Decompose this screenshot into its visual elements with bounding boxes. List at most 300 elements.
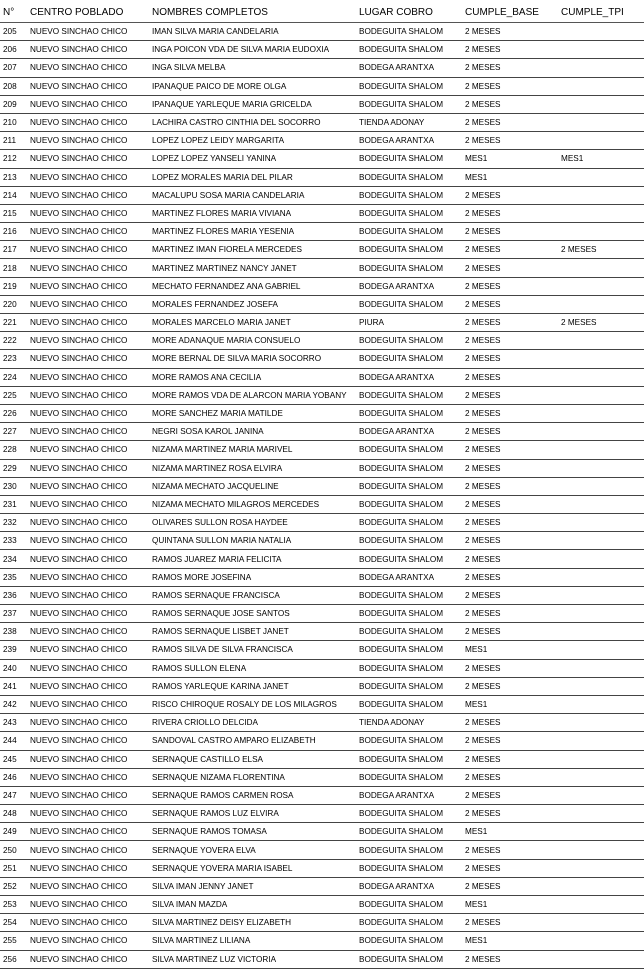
cell-number: 229 [0, 459, 30, 477]
cell-centro-poblado: NUEVO SINCHAO CHICO [30, 386, 152, 404]
cell-lugar-cobro: BODEGA ARANTXA [359, 277, 465, 295]
cell-nombre: MECHATO FERNANDEZ ANA GABRIEL [152, 277, 359, 295]
table-row [0, 332, 644, 350]
cell-cumple-tpi [561, 295, 644, 313]
cell-centro-poblado: NUEVO SINCHAO CHICO [30, 132, 152, 150]
cell-nombre: MARTINEZ FLORES MARIA YESENIA [152, 223, 359, 241]
cell-cumple-base: 2 MESES [465, 368, 561, 386]
cell-nombre: RAMOS SERNAQUE LISBET JANET [152, 623, 359, 641]
cell-cumple-tpi [561, 568, 644, 586]
cell-cumple-base: 2 MESES [465, 386, 561, 404]
cell-lugar-cobro: BODEGUITA SHALOM [359, 514, 465, 532]
cell-nombre: SILVA IMAN MAZDA [152, 896, 359, 914]
table-row [0, 59, 644, 77]
cell-lugar-cobro: BODEGUITA SHALOM [359, 350, 465, 368]
cell-number: 254 [0, 914, 30, 932]
table-row [0, 623, 644, 641]
cell-lugar-cobro: BODEGUITA SHALOM [359, 677, 465, 695]
cell-number: 212 [0, 150, 30, 168]
cell-centro-poblado: NUEVO SINCHAO CHICO [30, 677, 152, 695]
cell-nombre: RAMOS SILVA DE SILVA FRANCISCA [152, 641, 359, 659]
cell-cumple-tpi [561, 732, 644, 750]
cell-lugar-cobro: BODEGUITA SHALOM [359, 204, 465, 222]
cell-lugar-cobro: TIENDA ADONAY [359, 714, 465, 732]
cell-cumple-base: 2 MESES [465, 404, 561, 422]
cell-number: 221 [0, 314, 30, 332]
cell-cumple-tpi [561, 350, 644, 368]
cell-lugar-cobro: BODEGUITA SHALOM [359, 750, 465, 768]
cell-lugar-cobro: BODEGUITA SHALOM [359, 41, 465, 59]
cell-lugar-cobro: BODEGUITA SHALOM [359, 332, 465, 350]
cell-lugar-cobro: BODEGUITA SHALOM [359, 150, 465, 168]
cell-lugar-cobro: BODEGA ARANTXA [359, 59, 465, 77]
cell-nombre: INGA POICON VDA DE SILVA MARIA EUDOXIA [152, 41, 359, 59]
cell-centro-poblado: NUEVO SINCHAO CHICO [30, 477, 152, 495]
table-row [0, 386, 644, 404]
table-row [0, 186, 644, 204]
cell-centro-poblado: NUEVO SINCHAO CHICO [30, 23, 152, 41]
cell-cumple-base: 2 MESES [465, 132, 561, 150]
cell-lugar-cobro: BODEGUITA SHALOM [359, 441, 465, 459]
table-row [0, 914, 644, 932]
cell-centro-poblado: NUEVO SINCHAO CHICO [30, 368, 152, 386]
cell-nombre: MORALES MARCELO MARIA JANET [152, 314, 359, 332]
cell-nombre: RAMOS MORE JOSEFINA [152, 568, 359, 586]
cell-lugar-cobro: BODEGA ARANTXA [359, 786, 465, 804]
cell-cumple-tpi [561, 132, 644, 150]
cell-lugar-cobro: BODEGUITA SHALOM [359, 623, 465, 641]
cell-cumple-tpi [561, 695, 644, 713]
cell-nombre: MARTINEZ IMAN FIORELA MERCEDES [152, 241, 359, 259]
table-row [0, 550, 644, 568]
table-row [0, 314, 644, 332]
cell-nombre: NIZAMA MARTINEZ ROSA ELVIRA [152, 459, 359, 477]
cell-number: 211 [0, 132, 30, 150]
table-row [0, 223, 644, 241]
cell-centro-poblado: NUEVO SINCHAO CHICO [30, 805, 152, 823]
cell-number: 234 [0, 550, 30, 568]
cell-nombre: NIZAMA MECHATO JACQUELINE [152, 477, 359, 495]
cell-nombre: SILVA MARTINEZ LILIANA [152, 932, 359, 950]
cell-centro-poblado: NUEVO SINCHAO CHICO [30, 332, 152, 350]
cell-centro-poblado: NUEVO SINCHAO CHICO [30, 259, 152, 277]
cell-cumple-base: 2 MESES [465, 659, 561, 677]
cell-cumple-tpi [561, 677, 644, 695]
cell-number: 241 [0, 677, 30, 695]
cell-cumple-base: 2 MESES [465, 805, 561, 823]
cell-cumple-tpi [561, 23, 644, 41]
cell-centro-poblado: NUEVO SINCHAO CHICO [30, 586, 152, 604]
cell-cumple-base: 2 MESES [465, 332, 561, 350]
cell-number: 225 [0, 386, 30, 404]
cell-lugar-cobro: BODEGUITA SHALOM [359, 168, 465, 186]
table-row [0, 404, 644, 422]
cell-centro-poblado: NUEVO SINCHAO CHICO [30, 732, 152, 750]
cell-cumple-tpi [561, 805, 644, 823]
cell-nombre: SANDOVAL CASTRO AMPARO ELIZABETH [152, 732, 359, 750]
cell-lugar-cobro: BODEGUITA SHALOM [359, 404, 465, 422]
table-row [0, 896, 644, 914]
cell-lugar-cobro: BODEGA ARANTXA [359, 423, 465, 441]
cell-number: 247 [0, 786, 30, 804]
cell-cumple-tpi: MES1 [561, 150, 644, 168]
cell-number: 252 [0, 877, 30, 895]
cell-number: 214 [0, 186, 30, 204]
cell-cumple-tpi [561, 332, 644, 350]
cell-lugar-cobro: BODEGUITA SHALOM [359, 841, 465, 859]
cell-nombre: SERNAQUE YOVERA MARIA ISABEL [152, 859, 359, 877]
cell-lugar-cobro: BODEGA ARANTXA [359, 568, 465, 586]
cell-nombre: SILVA MARTINEZ DEISY ELIZABETH [152, 914, 359, 932]
cell-cumple-tpi [561, 877, 644, 895]
col-header-cumple-base: CUMPLE_BASE [465, 3, 561, 23]
cell-number: 230 [0, 477, 30, 495]
cell-nombre: NIZAMA MECHATO MILAGROS MERCEDES [152, 495, 359, 513]
table-row [0, 495, 644, 513]
table-row [0, 150, 644, 168]
cell-centro-poblado: NUEVO SINCHAO CHICO [30, 786, 152, 804]
cell-nombre: RAMOS YARLEQUE KARINA JANET [152, 677, 359, 695]
cell-nombre: INGA SILVA MELBA [152, 59, 359, 77]
cell-nombre: MORALES FERNANDEZ JOSEFA [152, 295, 359, 313]
cell-number: 213 [0, 168, 30, 186]
cell-lugar-cobro: BODEGUITA SHALOM [359, 477, 465, 495]
cell-cumple-tpi [561, 750, 644, 768]
cell-lugar-cobro: BODEGUITA SHALOM [359, 732, 465, 750]
cell-centro-poblado: NUEVO SINCHAO CHICO [30, 204, 152, 222]
cell-centro-poblado: NUEVO SINCHAO CHICO [30, 495, 152, 513]
cell-cumple-tpi [561, 823, 644, 841]
table-row [0, 168, 644, 186]
cell-cumple-tpi [561, 277, 644, 295]
cell-centro-poblado: NUEVO SINCHAO CHICO [30, 277, 152, 295]
cell-number: 238 [0, 623, 30, 641]
cell-cumple-tpi [561, 896, 644, 914]
cell-cumple-tpi [561, 77, 644, 95]
table-row [0, 659, 644, 677]
table-row [0, 95, 644, 113]
cell-cumple-base: MES1 [465, 168, 561, 186]
cell-cumple-base: 2 MESES [465, 495, 561, 513]
cell-number: 216 [0, 223, 30, 241]
cell-nombre: NEGRI SOSA KAROL JANINA [152, 423, 359, 441]
table-row [0, 768, 644, 786]
cell-cumple-base: 2 MESES [465, 568, 561, 586]
table-row [0, 423, 644, 441]
cell-nombre: LOPEZ LOPEZ YANSELI YANINA [152, 150, 359, 168]
cell-cumple-tpi [561, 659, 644, 677]
cell-cumple-tpi [561, 423, 644, 441]
table-row [0, 877, 644, 895]
cell-cumple-tpi [561, 495, 644, 513]
cell-cumple-base: 2 MESES [465, 550, 561, 568]
cell-cumple-tpi [561, 914, 644, 932]
table-row [0, 605, 644, 623]
cell-nombre: LOPEZ LOPEZ LEIDY MARGARITA [152, 132, 359, 150]
cell-nombre: SILVA IMAN JENNY JANET [152, 877, 359, 895]
cell-cumple-base: 2 MESES [465, 750, 561, 768]
cell-number: 219 [0, 277, 30, 295]
cell-number: 244 [0, 732, 30, 750]
table-row [0, 277, 644, 295]
cell-number: 206 [0, 41, 30, 59]
cell-cumple-tpi [561, 786, 644, 804]
table-row [0, 732, 644, 750]
cell-cumple-base: MES1 [465, 641, 561, 659]
table-row [0, 695, 644, 713]
cell-cumple-base: 2 MESES [465, 950, 561, 968]
cell-cumple-base: MES1 [465, 150, 561, 168]
cell-cumple-base: 2 MESES [465, 477, 561, 495]
table-row [0, 932, 644, 950]
table-row [0, 568, 644, 586]
cell-number: 256 [0, 950, 30, 968]
cell-nombre: MORE SANCHEZ MARIA MATILDE [152, 404, 359, 422]
cell-cumple-tpi [561, 859, 644, 877]
cell-number: 210 [0, 113, 30, 131]
cell-number: 231 [0, 495, 30, 513]
cell-number: 250 [0, 841, 30, 859]
cell-centro-poblado: NUEVO SINCHAO CHICO [30, 750, 152, 768]
cell-cumple-base: 2 MESES [465, 241, 561, 259]
cell-cumple-base: 2 MESES [465, 786, 561, 804]
cell-nombre: MARTINEZ MARTINEZ NANCY JANET [152, 259, 359, 277]
cell-centro-poblado: NUEVO SINCHAO CHICO [30, 514, 152, 532]
table-row [0, 241, 644, 259]
table-row [0, 23, 644, 41]
cell-lugar-cobro: BODEGUITA SHALOM [359, 550, 465, 568]
cell-lugar-cobro: BODEGUITA SHALOM [359, 641, 465, 659]
cell-nombre: RAMOS JUAREZ MARIA FELICITA [152, 550, 359, 568]
cell-cumple-tpi [561, 623, 644, 641]
cell-cumple-base: 2 MESES [465, 59, 561, 77]
cell-cumple-tpi [561, 223, 644, 241]
cell-cumple-base: 2 MESES [465, 605, 561, 623]
col-header-lugar-cobro: LUGAR COBRO [359, 3, 465, 23]
cell-cumple-tpi [561, 168, 644, 186]
cell-cumple-tpi [561, 59, 644, 77]
cell-nombre: RAMOS SERNAQUE JOSE SANTOS [152, 605, 359, 623]
cell-nombre: MORE RAMOS ANA CECILIA [152, 368, 359, 386]
cell-number: 233 [0, 532, 30, 550]
cell-cumple-base: 2 MESES [465, 113, 561, 131]
cell-number: 253 [0, 896, 30, 914]
table-row [0, 586, 644, 604]
cell-cumple-base: 2 MESES [465, 514, 561, 532]
cell-cumple-base: 2 MESES [465, 859, 561, 877]
cell-cumple-base: 2 MESES [465, 259, 561, 277]
cell-cumple-tpi [561, 41, 644, 59]
cell-centro-poblado: NUEVO SINCHAO CHICO [30, 641, 152, 659]
col-header-cumple-tpi: CUMPLE_TPI [561, 3, 644, 23]
cell-centro-poblado: NUEVO SINCHAO CHICO [30, 859, 152, 877]
cell-lugar-cobro: BODEGUITA SHALOM [359, 259, 465, 277]
cell-lugar-cobro: BODEGA ARANTXA [359, 368, 465, 386]
cell-centro-poblado: NUEVO SINCHAO CHICO [30, 41, 152, 59]
cell-cumple-base: 2 MESES [465, 441, 561, 459]
cell-nombre: OLIVARES SULLON ROSA HAYDEE [152, 514, 359, 532]
cell-cumple-tpi [561, 714, 644, 732]
cell-cumple-tpi [561, 532, 644, 550]
col-header-nombres: NOMBRES COMPLETOS [152, 3, 359, 23]
cell-nombre: NIZAMA MARTINEZ MARIA MARIVEL [152, 441, 359, 459]
cell-nombre: LOPEZ MORALES MARIA DEL PILAR [152, 168, 359, 186]
cell-cumple-tpi [561, 841, 644, 859]
cell-nombre: SERNAQUE RAMOS TOMASA [152, 823, 359, 841]
cell-number: 226 [0, 404, 30, 422]
table-row [0, 750, 644, 768]
cell-lugar-cobro: TIENDA ADONAY [359, 113, 465, 131]
table-body [0, 23, 644, 969]
cell-lugar-cobro: BODEGUITA SHALOM [359, 241, 465, 259]
cell-number: 208 [0, 77, 30, 95]
col-header-centro-poblado: CENTRO POBLADO [30, 3, 152, 23]
cell-centro-poblado: NUEVO SINCHAO CHICO [30, 404, 152, 422]
cell-number: 237 [0, 605, 30, 623]
table-row [0, 859, 644, 877]
cell-number: 251 [0, 859, 30, 877]
cell-lugar-cobro: BODEGUITA SHALOM [359, 605, 465, 623]
cell-number: 246 [0, 768, 30, 786]
table-row [0, 950, 644, 968]
cell-cumple-base: MES1 [465, 823, 561, 841]
cell-lugar-cobro: BODEGA ARANTXA [359, 132, 465, 150]
cell-centro-poblado: NUEVO SINCHAO CHICO [30, 823, 152, 841]
cell-cumple-base: 2 MESES [465, 459, 561, 477]
cell-lugar-cobro: BODEGUITA SHALOM [359, 95, 465, 113]
table-row [0, 532, 644, 550]
cell-cumple-tpi [561, 477, 644, 495]
cell-number: 242 [0, 695, 30, 713]
table-row [0, 805, 644, 823]
cell-cumple-tpi [561, 550, 644, 568]
cell-lugar-cobro: BODEGUITA SHALOM [359, 532, 465, 550]
cell-cumple-base: 2 MESES [465, 914, 561, 932]
cell-centro-poblado: NUEVO SINCHAO CHICO [30, 877, 152, 895]
cell-number: 243 [0, 714, 30, 732]
cell-number: 215 [0, 204, 30, 222]
table-row [0, 259, 644, 277]
cell-cumple-tpi: 2 MESES [561, 314, 644, 332]
cell-centro-poblado: NUEVO SINCHAO CHICO [30, 932, 152, 950]
cell-nombre: MORE ADANAQUE MARIA CONSUELO [152, 332, 359, 350]
cell-cumple-tpi [561, 768, 644, 786]
cell-nombre: MORE BERNAL DE SILVA MARIA SOCORRO [152, 350, 359, 368]
table-row [0, 841, 644, 859]
cell-cumple-base: MES1 [465, 932, 561, 950]
cell-centro-poblado: NUEVO SINCHAO CHICO [30, 168, 152, 186]
cell-nombre: IPANAQUE PAICO DE MORE OLGA [152, 77, 359, 95]
cell-centro-poblado: NUEVO SINCHAO CHICO [30, 77, 152, 95]
cell-cumple-base: 2 MESES [465, 586, 561, 604]
table-row [0, 368, 644, 386]
cell-cumple-base: 2 MESES [465, 350, 561, 368]
cell-cumple-base: 2 MESES [465, 277, 561, 295]
col-header-number: N° [0, 3, 30, 23]
cell-centro-poblado: NUEVO SINCHAO CHICO [30, 714, 152, 732]
cell-lugar-cobro: BODEGUITA SHALOM [359, 768, 465, 786]
cell-cumple-base: 2 MESES [465, 732, 561, 750]
cell-number: 228 [0, 441, 30, 459]
cell-number: 222 [0, 332, 30, 350]
cell-lugar-cobro: BODEGUITA SHALOM [359, 23, 465, 41]
cell-lugar-cobro: BODEGUITA SHALOM [359, 223, 465, 241]
cell-nombre: MACALUPU SOSA MARIA CANDELARIA [152, 186, 359, 204]
cell-centro-poblado: NUEVO SINCHAO CHICO [30, 896, 152, 914]
cell-centro-poblado: NUEVO SINCHAO CHICO [30, 223, 152, 241]
cell-number: 227 [0, 423, 30, 441]
cell-cumple-base: MES1 [465, 896, 561, 914]
cell-cumple-base: 2 MESES [465, 95, 561, 113]
cell-cumple-tpi: 2 MESES [561, 241, 644, 259]
cell-cumple-base: 2 MESES [465, 714, 561, 732]
table-row [0, 204, 644, 222]
cell-nombre: MORE RAMOS VDA DE ALARCON MARIA YOBANY [152, 386, 359, 404]
cell-cumple-tpi [561, 204, 644, 222]
cell-lugar-cobro: BODEGUITA SHALOM [359, 896, 465, 914]
cell-cumple-tpi [561, 404, 644, 422]
cell-centro-poblado: NUEVO SINCHAO CHICO [30, 113, 152, 131]
cell-cumple-base: 2 MESES [465, 877, 561, 895]
header-row [0, 3, 644, 23]
cell-cumple-base: 2 MESES [465, 623, 561, 641]
cell-cumple-base: 2 MESES [465, 41, 561, 59]
table-row [0, 132, 644, 150]
cell-centro-poblado: NUEVO SINCHAO CHICO [30, 550, 152, 568]
table-row [0, 823, 644, 841]
cell-number: 249 [0, 823, 30, 841]
cell-nombre: MARTINEZ FLORES MARIA VIVIANA [152, 204, 359, 222]
cell-centro-poblado: NUEVO SINCHAO CHICO [30, 59, 152, 77]
cell-cumple-tpi [561, 441, 644, 459]
cell-number: 223 [0, 350, 30, 368]
cell-number: 224 [0, 368, 30, 386]
cell-centro-poblado: NUEVO SINCHAO CHICO [30, 150, 152, 168]
cell-lugar-cobro: BODEGUITA SHALOM [359, 386, 465, 404]
cell-nombre: LACHIRA CASTRO CINTHIA DEL SOCORRO [152, 113, 359, 131]
cell-nombre: SERNAQUE NIZAMA FLORENTINA [152, 768, 359, 786]
cell-lugar-cobro: BODEGA ARANTXA [359, 877, 465, 895]
cell-lugar-cobro: PIURA [359, 314, 465, 332]
cell-lugar-cobro: BODEGUITA SHALOM [359, 659, 465, 677]
cell-centro-poblado: NUEVO SINCHAO CHICO [30, 623, 152, 641]
table-row [0, 677, 644, 695]
cell-centro-poblado: NUEVO SINCHAO CHICO [30, 441, 152, 459]
cell-number: 248 [0, 805, 30, 823]
cell-lugar-cobro: BODEGUITA SHALOM [359, 295, 465, 313]
cell-lugar-cobro: BODEGUITA SHALOM [359, 695, 465, 713]
cell-centro-poblado: NUEVO SINCHAO CHICO [30, 605, 152, 623]
cell-centro-poblado: NUEVO SINCHAO CHICO [30, 423, 152, 441]
cell-number: 236 [0, 586, 30, 604]
cell-centro-poblado: NUEVO SINCHAO CHICO [30, 459, 152, 477]
cell-cumple-tpi [561, 113, 644, 131]
cell-cumple-base: 2 MESES [465, 204, 561, 222]
cell-cumple-tpi [561, 586, 644, 604]
cell-lugar-cobro: BODEGUITA SHALOM [359, 459, 465, 477]
cell-number: 235 [0, 568, 30, 586]
cell-number: 205 [0, 23, 30, 41]
cell-cumple-tpi [561, 932, 644, 950]
cell-number: 217 [0, 241, 30, 259]
cell-centro-poblado: NUEVO SINCHAO CHICO [30, 659, 152, 677]
cell-cumple-tpi [561, 950, 644, 968]
cell-cumple-base: 2 MESES [465, 423, 561, 441]
cell-nombre: IPANAQUE YARLEQUE MARIA GRICELDA [152, 95, 359, 113]
cell-nombre: SERNAQUE YOVERA ELVA [152, 841, 359, 859]
cell-cumple-base: 2 MESES [465, 532, 561, 550]
table-row [0, 641, 644, 659]
